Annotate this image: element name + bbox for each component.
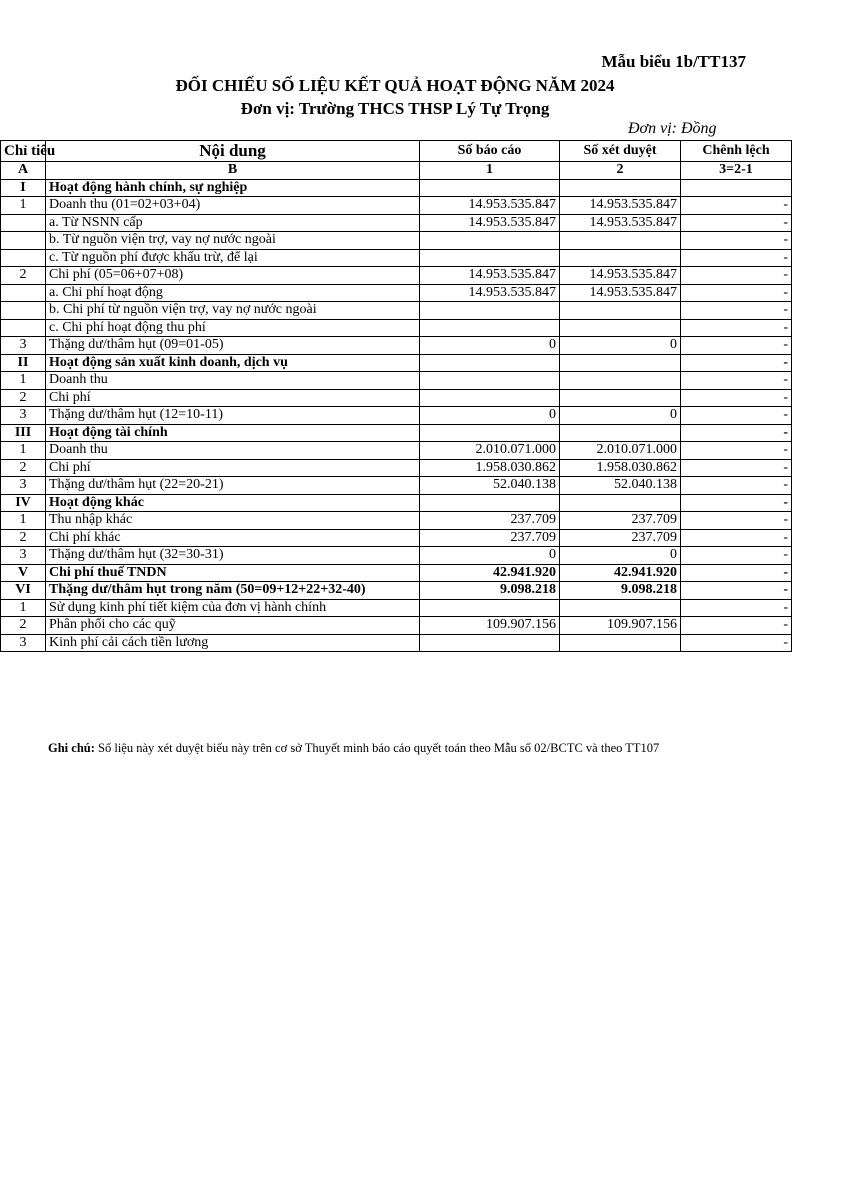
table-header-row [1, 141, 792, 162]
row-indicator [1, 214, 46, 232]
row-difference: - [681, 407, 792, 425]
row-indicator: 2 [1, 617, 46, 635]
row-approved-value [560, 249, 681, 267]
row-approved-value: 9.098.218 [560, 582, 681, 600]
table-row [1, 617, 792, 635]
results-comparison-table [0, 140, 792, 652]
row-difference: - [681, 197, 792, 215]
table-row [1, 232, 792, 250]
row-difference: - [681, 564, 792, 582]
row-content: c. Từ nguồn phí được khấu trừ, để lại [46, 249, 420, 267]
row-content: Doanh thu [46, 372, 420, 390]
table-row [1, 407, 792, 425]
row-approved-value: 52.040.138 [560, 477, 681, 495]
row-reported-value: 14.953.535.847 [420, 284, 560, 302]
row-indicator: I [1, 179, 46, 197]
row-content: Sử dụng kinh phí tiết kiệm của đơn vị hành chính [46, 599, 420, 617]
row-reported-value [420, 179, 560, 197]
column-code: A [1, 162, 46, 180]
row-indicator: 1 [1, 512, 46, 530]
row-reported-value [420, 494, 560, 512]
row-difference: - [681, 494, 792, 512]
row-content: b. Từ nguồn viện trợ, vay nợ nước ngoài [46, 232, 420, 250]
row-indicator: V [1, 564, 46, 582]
footnote [48, 741, 659, 756]
row-approved-value [560, 372, 681, 390]
row-content: Hoạt động sản xuất kinh doanh, dịch vụ [46, 354, 420, 372]
footnote-label: Ghi chú: [48, 741, 95, 755]
row-approved-value: 14.953.535.847 [560, 214, 681, 232]
row-indicator: 3 [1, 407, 46, 425]
table-row [1, 459, 792, 477]
row-indicator: 3 [1, 337, 46, 355]
row-content: Thu nhập khác [46, 512, 420, 530]
row-indicator: III [1, 424, 46, 442]
column-code: B [46, 162, 420, 180]
table-row [1, 179, 792, 197]
row-reported-value: 237.709 [420, 512, 560, 530]
row-approved-value [560, 424, 681, 442]
row-indicator: 2 [1, 389, 46, 407]
table-row [1, 599, 792, 617]
table-row [1, 634, 792, 652]
row-content: c. Chi phí hoạt động thu phí [46, 319, 420, 337]
row-difference: - [681, 617, 792, 635]
row-approved-value: 0 [560, 547, 681, 565]
table-row [1, 564, 792, 582]
table-row [1, 372, 792, 390]
row-reported-value [420, 389, 560, 407]
table-row [1, 302, 792, 320]
row-difference: - [681, 214, 792, 232]
row-reported-value: 0 [420, 407, 560, 425]
row-content: Hoạt động hành chính, sự nghiệp [46, 179, 420, 197]
row-reported-value [420, 354, 560, 372]
row-approved-value [560, 634, 681, 652]
row-approved-value: 109.907.156 [560, 617, 681, 635]
row-reported-value [420, 249, 560, 267]
row-reported-value: 0 [420, 337, 560, 355]
row-content: Chi phí khác [46, 529, 420, 547]
row-difference: - [681, 582, 792, 600]
row-approved-value: 14.953.535.847 [560, 284, 681, 302]
row-difference: - [681, 477, 792, 495]
table-row [1, 214, 792, 232]
row-difference: - [681, 459, 792, 477]
table-row [1, 547, 792, 565]
row-difference: - [681, 389, 792, 407]
row-approved-value: 0 [560, 407, 681, 425]
row-approved-value: 1.958.030.862 [560, 459, 681, 477]
row-indicator [1, 302, 46, 320]
row-approved-value: 237.709 [560, 512, 681, 530]
row-approved-value [560, 354, 681, 372]
table-row [1, 494, 792, 512]
table-row [1, 424, 792, 442]
row-indicator [1, 232, 46, 250]
row-approved-value: 42.941.920 [560, 564, 681, 582]
row-content: Chi phí [46, 389, 420, 407]
table-row [1, 477, 792, 495]
currency-unit: Đơn vị: Đồng [628, 120, 717, 137]
row-reported-value [420, 634, 560, 652]
row-reported-value: 109.907.156 [420, 617, 560, 635]
row-difference: - [681, 634, 792, 652]
row-approved-value: 14.953.535.847 [560, 197, 681, 215]
row-reported-value: 42.941.920 [420, 564, 560, 582]
row-reported-value: 1.958.030.862 [420, 459, 560, 477]
table-body [1, 179, 792, 652]
row-approved-value: 237.709 [560, 529, 681, 547]
row-difference: - [681, 284, 792, 302]
column-code: 2 [560, 162, 681, 180]
document-title: ĐỐI CHIẾU SỐ LIỆU KẾT QUẢ HOẠT ĐỘNG NĂM 2024 [175, 76, 615, 95]
table-row [1, 442, 792, 460]
row-indicator: IV [1, 494, 46, 512]
row-content: b. Chi phí từ nguồn viện trợ, vay nợ nước ngoài [46, 302, 420, 320]
table-row [1, 197, 792, 215]
row-indicator: 3 [1, 634, 46, 652]
row-content: Doanh thu (01=02+03+04) [46, 197, 420, 215]
table-row [1, 354, 792, 372]
table-row [1, 529, 792, 547]
row-difference: - [681, 337, 792, 355]
row-content: Kinh phí cải cách tiền lương [46, 634, 420, 652]
row-reported-value: 9.098.218 [420, 582, 560, 600]
row-indicator: 2 [1, 459, 46, 477]
row-difference: - [681, 354, 792, 372]
column-code-row [1, 162, 792, 180]
row-indicator: 1 [1, 442, 46, 460]
row-difference: - [681, 547, 792, 565]
row-approved-value: 14.953.535.847 [560, 267, 681, 285]
table-row [1, 389, 792, 407]
row-approved-value [560, 232, 681, 250]
table-row [1, 582, 792, 600]
row-indicator: 1 [1, 197, 46, 215]
row-indicator: VI [1, 582, 46, 600]
row-difference [681, 179, 792, 197]
row-reported-value: 2.010.071.000 [420, 442, 560, 460]
row-content: Chi phí thuế TNDN [46, 564, 420, 582]
row-indicator: 1 [1, 372, 46, 390]
row-difference: - [681, 424, 792, 442]
table-row [1, 284, 792, 302]
row-indicator: 2 [1, 267, 46, 285]
row-reported-value: 14.953.535.847 [420, 197, 560, 215]
row-content: Thặng dư/thâm hụt (12=10-11) [46, 407, 420, 425]
row-difference: - [681, 529, 792, 547]
row-content: a. Từ NSNN cấp [46, 214, 420, 232]
table-row [1, 319, 792, 337]
row-content: Thặng dư/thâm hụt (32=30-31) [46, 547, 420, 565]
column-header-approved: Số xét duyệt [560, 141, 681, 162]
row-reported-value: 0 [420, 547, 560, 565]
row-indicator [1, 249, 46, 267]
column-header-reported: Số báo cáo [420, 141, 560, 162]
footnote-text: Số liệu này xét duyệt biểu này trên cơ sở Thuyết minh báo cáo quyết toán theo Mẫu số 02/BCTC và theo TT107 [94, 741, 660, 755]
row-indicator: 3 [1, 477, 46, 495]
row-difference: - [681, 249, 792, 267]
column-header-content: Nội dung [46, 141, 420, 162]
row-content: Hoạt động tài chính [46, 424, 420, 442]
row-approved-value: 2.010.071.000 [560, 442, 681, 460]
column-code: 3=2-1 [681, 162, 792, 180]
form-code: Mẫu biểu 1b/TT137 [601, 52, 746, 71]
row-approved-value: 0 [560, 337, 681, 355]
row-approved-value [560, 599, 681, 617]
row-indicator [1, 284, 46, 302]
row-reported-value [420, 232, 560, 250]
row-content: Thặng dư/thâm hụt trong năm (50=09+12+22+32-40) [46, 582, 420, 600]
row-approved-value [560, 302, 681, 320]
row-reported-value [420, 302, 560, 320]
row-approved-value [560, 494, 681, 512]
row-difference: - [681, 512, 792, 530]
row-difference: - [681, 232, 792, 250]
table-row [1, 512, 792, 530]
table-row [1, 267, 792, 285]
row-difference: - [681, 267, 792, 285]
row-approved-value [560, 389, 681, 407]
row-content: Phân phối cho các quỹ [46, 617, 420, 635]
row-content: Thặng dư/thâm hụt (22=20-21) [46, 477, 420, 495]
row-reported-value: 14.953.535.847 [420, 214, 560, 232]
row-reported-value [420, 372, 560, 390]
row-difference: - [681, 302, 792, 320]
row-difference: - [681, 442, 792, 460]
column-header-indicator: Chỉ tiêu [1, 141, 46, 162]
row-reported-value [420, 599, 560, 617]
row-indicator: 2 [1, 529, 46, 547]
organization-unit: Đơn vị: Trường THCS THSP Lý Tự Trọng [240, 99, 550, 118]
row-indicator: II [1, 354, 46, 372]
row-reported-value: 237.709 [420, 529, 560, 547]
row-content: Chi phí [46, 459, 420, 477]
row-reported-value [420, 424, 560, 442]
row-reported-value [420, 319, 560, 337]
row-approved-value [560, 319, 681, 337]
row-reported-value: 52.040.138 [420, 477, 560, 495]
row-difference: - [681, 319, 792, 337]
table-row [1, 249, 792, 267]
row-difference: - [681, 372, 792, 390]
row-content: a. Chi phí hoạt động [46, 284, 420, 302]
row-indicator [1, 319, 46, 337]
row-indicator: 1 [1, 599, 46, 617]
row-content: Doanh thu [46, 442, 420, 460]
row-indicator: 3 [1, 547, 46, 565]
table-row [1, 337, 792, 355]
row-difference: - [681, 599, 792, 617]
column-code: 1 [420, 162, 560, 180]
row-content: Thặng dư/thâm hụt (09=01-05) [46, 337, 420, 355]
row-content: Chi phí (05=06+07+08) [46, 267, 420, 285]
row-content: Hoạt động khác [46, 494, 420, 512]
row-reported-value: 14.953.535.847 [420, 267, 560, 285]
column-header-difference: Chênh lệch [681, 141, 792, 162]
row-approved-value [560, 179, 681, 197]
